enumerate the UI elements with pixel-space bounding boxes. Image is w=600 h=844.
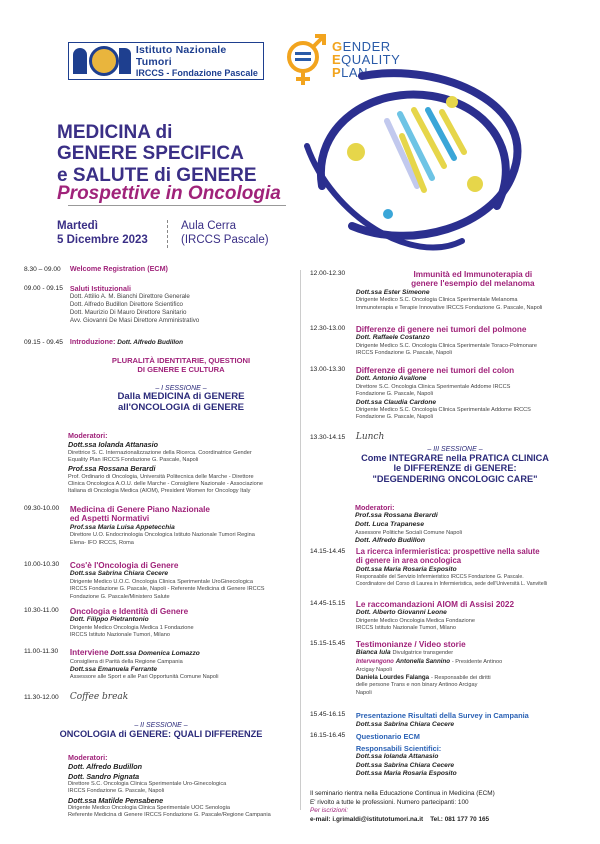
session-1-moderators: Moderatori: Dott.ssa Iolanda Attanasio Direttrice S. C. Internazionalizzazione della Ricerca. Coordinatrice Gender Equality Plan IRCCS Fondazione G. Pascale, Napoli Prof.ssa Rossana Berardi Prof. Ordinario di Oncologia, Università Politecnica delle Marche - Direttore Clinica Oncologica A.O.U. delle Marche - Consigliere Nazionale - Associazione Italiana di Oncologia Medica (AIOM), President Women for Oncology Italy bbox=[68, 431, 263, 495]
talk-identita-genere: 10.30-11.00 Oncologia e Identità di Genere Dott. Filippo Pietrantonio Dirigente Medico Oncologia Medica 1 Fondazione IRCCS Istituto Nazionale Tumori, Milano bbox=[24, 607, 194, 639]
email-link[interactable]: i.grimaldi@istitutotumori.na.it bbox=[332, 815, 424, 823]
ecm-questionnaire-row: 16.15-16.45 Questionario ECM Responsabili Scientifici: Dott.ssa Iolanda Attanasio Dott.ssa Sabrina Chiara Cecere Dott.ssa Maria Rosaria Esposito bbox=[310, 732, 457, 778]
page-title: MEDICINA di GENERE SPECIFICA e SALUTE di GENERE bbox=[57, 122, 257, 186]
talk-aiom-assisi: 14.45-15.15 Le raccomandazioni AIOM di Assisi 2022 Dott. Alberto Giovanni Leone Dirigente Medico Oncologia Medica Fondazione IRCCS Istituto Nazionale Tumori, Milano bbox=[310, 600, 515, 632]
institute-subname: IRCCS - Fondazione Pascale bbox=[135, 67, 258, 78]
session-1-heading: – I SESSIONE – Dalla MEDICINA di GENERE all'ONCOLOGIA di GENERE bbox=[117, 385, 245, 413]
event-venue: Aula Cerra (IRCCS Pascale) bbox=[181, 220, 269, 247]
talk-survey-campania: 15.45-16.15 Presentazione Risultati della Survey in Campania Dott.ssa Sabrina Chiara Cecere bbox=[310, 711, 529, 728]
gep-logo-text: GENDER EQUALITY PLAN bbox=[332, 39, 401, 80]
session-2-heading: – II SESSIONE – ONCOLOGIA di GENERE: QUALI DIFFERENZE bbox=[59, 722, 263, 739]
date-separator bbox=[167, 220, 168, 248]
page-subtitle: Prospettive in Oncologia bbox=[57, 183, 281, 204]
title-divider bbox=[68, 205, 286, 206]
session-2-moderators: Moderatori: Dott. Alfredo Budillon Dott. Sandro Pignata Direttore S.C. Oncologia Clinica Sperimentale Uro-Ginecologica IRCCS Fondazione G. Pascale, Napoli Dott.ssa Matilde Pensabene Dirigente Medico Oncologia Clinica Sperimentale UOC Senologia Referente Medicina di Genere IRCCS Fondazione G. Pascale/Regione Campania bbox=[68, 753, 271, 819]
footer-info: Il seminario rientra nella Educazione Continua in Medicina (ECM) E' rivolto a tutte le professioni. Numero partecipanti: 100 Per iscrizioni: e-mail: i.grimaldi@istitutotumori.na.it Tel.: 081 177 70 165 bbox=[310, 790, 495, 823]
talk-oncologia-genere: 10.00-10.30 Cos'è l'Oncologia di Genere Dott.ssa Sabrina Chiara Cecere Dirigente Medico U.O.C. Oncologia Clinica Sperimentale UroGinecologica IRCCS Fondazione G. Pascale, Napoli - Referente Medicina di Genere IRCCS Fondazione G. Pascale/Ministero Salute bbox=[24, 561, 265, 600]
event-date: Martedì 5 Dicembre 2023 bbox=[57, 220, 148, 247]
talk-piano-nazionale: 09.30-10.00 Medicina di Genere Piano Nazionale ed Aspetti Normativi Prof.ssa Maria Luisa Appetecchia Direttore U.O. Endocrinologia Oncologica Istituto Nazionale Tumori Regina Elena- IFO IRCCS, Roma bbox=[24, 505, 255, 546]
talk-ricerca-infermieristica: 14.15-14.45 La ricerca infermieristica: prospettive nella salute di genere in area oncologica Dott.ssa Maria Rosaria Esposito Responsabile del Servizio Infermieristico IRCCS Fondazione G. Pascale. Coordinatore del Corso di Laurea in Infermieristica, sede dell'Università L. Vanvitelli bbox=[310, 547, 548, 588]
talk-testimonianze: 15.15-15.45 Testimonianze / Video storie Bianca Iula Divulgatrice transgender Intervengono Antonella Sannino - Presidente Antinoo Arcigay Napoli Daniela Lourdes Falanga - Responsabile dei diritti delle persone Trans e non binary Antinoo Arcigay Napoli bbox=[310, 640, 503, 696]
talk-interviene: 11.00-11.30 Interviene Dott.ssa Domenica Lomazzo Consigliera di Parità della Regione Campania Dott.ssa Emanuela Ferrante Assessore alle Sport e alle Pari Opportunità Comune Napoli bbox=[24, 648, 219, 681]
session-3-heading: – III SESSIONE – Come INTEGRARE nella PRATICA CLINICA le DIFFERENZE di GENERE: "DEGENDERING ONCOLOGIC CARE" bbox=[361, 446, 549, 484]
institute-logo bbox=[68, 42, 264, 80]
plural-title: PLURALITÀ IDENTITARIE, QUESTIONI DI GENERE E CULTURA bbox=[111, 356, 251, 375]
talk-immunita: 12.00-12.30 Immunità ed Immunoterapia di genere l'esempio del melanoma Dott.ssa Ester Simeone Dirigente Medico S.C. Oncologia Clinica Sperimentale Melanoma Immunoterapia e Terapie Innovative IRCCS Fondazione G. Pascale, Napoli bbox=[310, 270, 543, 311]
saluti-block: 09.00 - 09.15 Saluti Istituzionali Dott. Attilio A. M. Bianchi Direttore Generale Dott. Alfredo Budillon Direttore Scientifico Dott. Maurizio Di Mauro Direttore Sanitario Avv. Giovanni De Masi Direttore Amministrativo bbox=[24, 284, 200, 325]
institute-name: Istituto Nazionale Tumori bbox=[135, 43, 227, 68]
int-logo-mark-icon bbox=[73, 46, 130, 76]
coffee-break-row: 11.30-12.00 Coffee break bbox=[24, 692, 129, 702]
column-divider bbox=[300, 270, 301, 810]
intro-row: 09.15 - 09.45 Introduzione: Dott. Alfredo Budillon bbox=[24, 337, 183, 346]
session-3-moderators: Moderatori: Prof.ssa Rossana Berardi Dott. Luca Trapanese Assessore Politiche Sociali Comune Napoli Dott. Alfredo Budillon bbox=[355, 503, 462, 545]
welcome-row: 8.30 – 09.00 Welcome Registration (ECM) bbox=[24, 264, 168, 273]
dna-helix-illustration bbox=[292, 66, 542, 256]
talk-polmone: 12.30-13.00 Differenze di genere nei tumori del polmone Dott. Raffaele Costanzo Dirigente Medico S.C. Oncologia Clinica Sperimentale Toraco-Polmonare IRCCS Fondazione G. Pascale, Napoli bbox=[310, 325, 538, 357]
talk-colon: 13.00-13.30 Differenze di genere nei tumori del colon Dott. Antonio Avallone Direttore S.C. Oncologia Clinica Sperimentale Addome IRCCS Fondazione G. Pascale, Napoli Dott.ssa Claudia Cardone Dirigente Medico S.C. Oncologia Clinica Sperimentale Addome IRCCS Fondazione G. Pascale, Napoli bbox=[310, 366, 531, 421]
phone-number: 081 177 70 165 bbox=[444, 815, 490, 823]
lunch-row: 13.30-14.15 Lunch bbox=[310, 432, 385, 442]
